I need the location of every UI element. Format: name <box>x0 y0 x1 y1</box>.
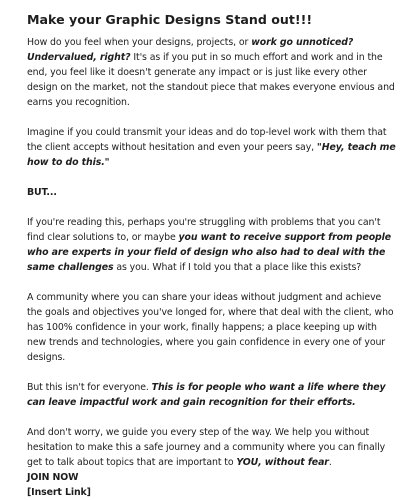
guide-emphasis: YOU, without fear <box>236 457 329 468</box>
join-now-cta[interactable]: JOIN NOW <box>27 472 79 483</box>
paragraph-imagine <box>27 125 398 170</box>
intro-emphasis: work go unnoticed? Undervalued, right? <box>27 37 354 63</box>
paragraph-guide <box>27 425 398 470</box>
imagine-text: Imagine if you could transmit your ideas and do top-level work with them that the client accepts without hesitation and even your peers say, <box>27 127 387 153</box>
paragraph-community: A community where you can share your ideas without judgment and achieve the goals and objectives you've longed for, where that deal with the client, who has 100% confidence in your work, finally happens; a place keeping up with new trends and technologies, where you gain confidence in every one of your designs. <box>27 292 394 363</box>
struggling-text-rest: as you. What if I told you that a place like this exists? <box>113 262 362 273</box>
not-everyone-text: But this isn't for everyone. <box>27 382 152 393</box>
intro-text-rest: It's as if you put in so much effort and work and in the end, you feel like it doesn't generate any impact or is just like every other design on the market, not the standout piece that makes everyone envious and earns you recognition. <box>27 52 395 108</box>
struggling-text: If you're reading this, perhaps you're struggling with problems that you can't find clear solutions to, or maybe <box>27 217 381 243</box>
paragraph-intro <box>27 35 398 110</box>
guide-period: . <box>328 457 332 468</box>
page-title: Make your Graphic Designs Stand out!!! <box>27 12 313 27</box>
imagine-quote: "Hey, teach me how to do this." <box>27 142 396 168</box>
insert-link[interactable]: [Insert Link] <box>27 487 91 498</box>
paragraph-not-everyone <box>27 380 398 410</box>
intro-text: How do you feel when your designs, projects, or <box>27 37 252 48</box>
not-everyone-emphasis: This is for people who want a life where they can leave impactful work and gain recognition for their efforts. <box>27 382 386 408</box>
struggling-emphasis: you want to receive support from people who are experts in your field of design who also had to deal with the same challenges <box>27 232 392 273</box>
paragraph-but: BUT... <box>27 187 57 198</box>
guide-text: And don't worry, we guide you every step of the way. We help you without hesitation to make this a safe journey and a community where you can finally get to talk about topics that are important to <box>27 427 386 468</box>
paragraph-struggling <box>27 215 398 275</box>
